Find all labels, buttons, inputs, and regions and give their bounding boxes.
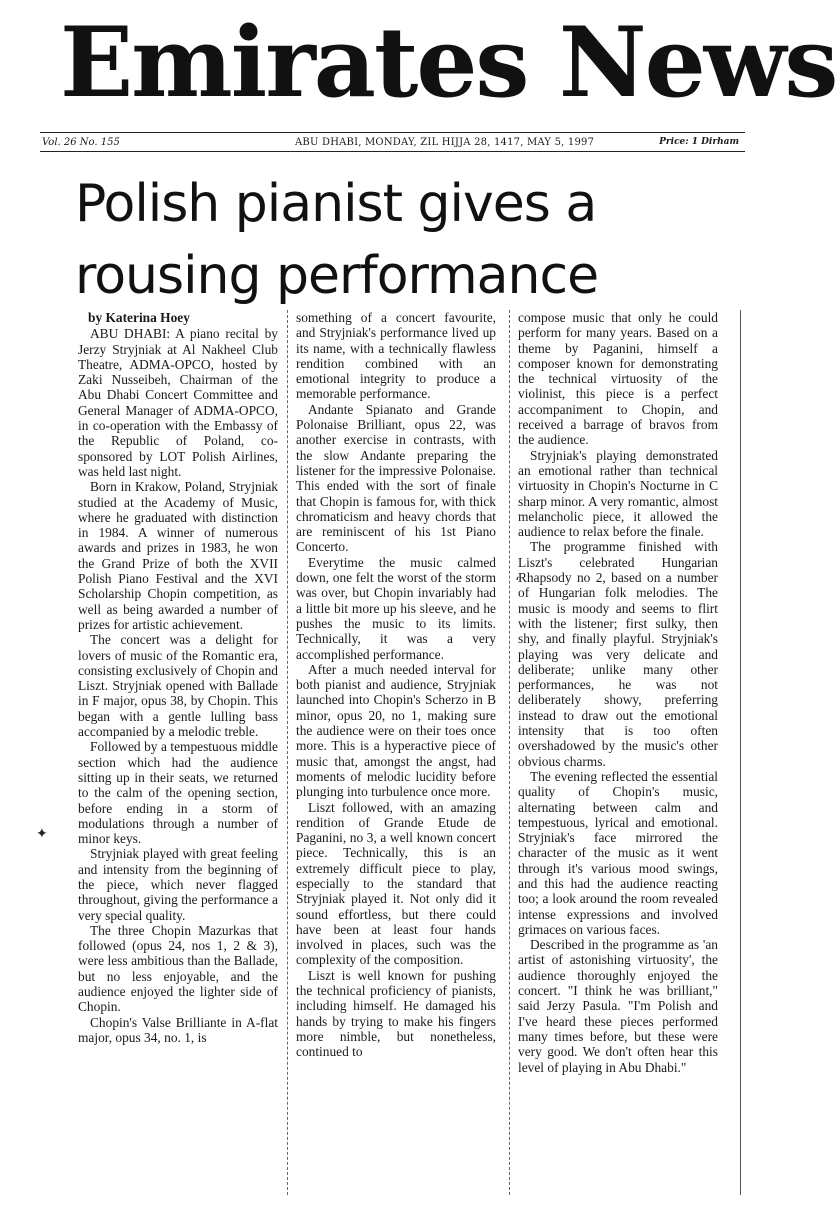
paragraph: Liszt is well known for pushing the technical proficiency of pianists, including himself. He damaged his hands by trying to make his fingers more nimble, but nonetheless, continued to — [296, 967, 496, 1060]
paragraph: Stryjniak played with great feeling and intensity from the beginning of the piece, which never flagged throughout, giving the performance a very special quality. — [78, 846, 278, 923]
paragraph: The three Chopin Mazurkas that followed (opus 24, nos 1, 2 & 3), were less ambitious than the Ballade, but no less enjoyable, and the audience enjoyed the lighter side of Chopin. — [78, 922, 278, 1015]
headline-line-2: rousing performance — [75, 246, 599, 306]
paragraph: Followed by a tempestuous middle section which had the audience sitting up in their seats, we returned to the calm of the opening section, before ending in a storm of modulations through a number of minor keys. — [78, 739, 278, 847]
column-divider — [287, 310, 288, 1195]
paragraph: The concert was a delight for lovers of music of the Romantic era, consisting exclusively of Chopin and Liszt. Stryjniak opened with Ballade in F major, opus 38, by Chopin. This began with a gentle lulling bass accompanied by a melodic treble. — [78, 632, 278, 740]
paragraph: Liszt followed, with an amazing rendition of Grande Etude de Paganini, no 3, a well known concert piece. Technically, this is an extremely difficult piece to play, especially to the standard that Stryjniak played it. Not only did it sound effortless, but there could have been at least four hands involved in places, such was the complexity of the composition. — [296, 799, 496, 968]
headline-line-1: Polish pianist gives a — [75, 174, 597, 234]
paragraph: Born in Krakow, Poland, Stryjniak studied at the Academy of Music, where he graduated with distinction in 1984. A winner of numerous awards and prizes in 1983, he won the Grand Prize of both the XVII Polish Piano Festival and the XVI Scholarship Chopin competition, as well as being awarded a number of prizes for artistic achievement. — [78, 479, 278, 632]
article-column-3 — [518, 310, 718, 1200]
paragraph: something of a concert favourite, and Stryjniak's performance lived up its name, with a technically flawless rendition combined with an emotional integrity to produce a memorable performance. — [296, 310, 496, 402]
margin-mark-icon: ✦ — [36, 826, 48, 842]
paragraph: After a much needed interval for both pianist and audience, Stryjniak launched into Chopin's Scherzo in B minor, opus 20, no 1, making sure the audience were on their toes once more. This is a hyperactive piece of music that, amongst the angst, had moments of melodic lucidity before plunging into turbulence once more. — [296, 661, 496, 800]
paragraph: The evening reflected the essential quality of Chopin's music, alternating between calm and tempestuous, lyrical and emotional. Stryjniak's face mirrored the character of the music as it went through it's various mood swings, and this had the audience reacting too; a look around the room revealed intense expressions and involved grimaces on various faces. — [518, 768, 718, 937]
paragraph: compose music that only he could perform for many years. Based on a theme by Paganini, himself a composer known for demonstrating the technical virtuosity of the violinist, this piece is a perfect accompaniment to Chopin, and received a barrage of bravos from the audience. — [518, 310, 718, 448]
top-rule — [40, 132, 745, 133]
column-divider — [509, 310, 510, 1195]
dateline — [40, 135, 745, 150]
page-edge-rule — [740, 310, 741, 1195]
paragraph: The programme finished with Liszt's celebrated Hungarian Rhapsody no 2, based on a number of Hungarian folk melodies. The music is moody and seems to flirt with the listener; first sulky, then shy, and finally playful. Stryjniak's playing was very delicate and deliberate; unlike many other performances, he was not deliberately showy, preferring instead to draw out the emotional intensity that is too often overshadowed by the music's other obvious charms. — [518, 539, 718, 769]
byline: by Katerina Hoey — [88, 310, 190, 325]
masthead-title: Emirates News — [60, 6, 836, 119]
price-label: Price: 1 Dirham — [659, 137, 739, 147]
headline — [75, 168, 745, 312]
article-column-1 — [78, 310, 278, 1200]
article-column-2 — [296, 310, 496, 1200]
paragraph: Described in the programme as 'an artist of astonishing virtuosity', the audience thoroughly enjoyed the concert. "I think he was brilliant," said Jerzy Pasula. "I'm Polish and I've heard these pieces performed many times before, but these were very good. We don't often hear this level of playing in Abu Dhabi." — [518, 937, 718, 1075]
issue-date: ABU DHABI, MONDAY, ZIL HIJJA 28, 1417, MAY 5, 1997 — [295, 137, 595, 148]
paragraph: Chopin's Valse Brilliante in A-flat major, opus 34, no. 1, is — [78, 1014, 278, 1045]
paragraph: Stryjniak's playing demonstrated an emotional rather than technical virtuosity in Chopin's Nocturne in C sharp minor. A very romantic, almost melancholic piece, it allowed the audience to relax before the finale. — [518, 447, 718, 540]
margin-mark-icon: ‘ — [515, 575, 520, 591]
volume-number: Vol. 26 No. 155 — [42, 137, 120, 148]
paragraph: Andante Spianato and Grande Polonaise Brilliant, opus 22, was another exercise in contrasts, with the slow Andante preparing the listener for the impressive Polonaise. This ended with the sort of finale that Chopin is famous for, with thick chromaticism and heavy chords that are reminiscent of his 1st Piano Concerto. — [296, 401, 496, 555]
bottom-rule — [40, 151, 745, 152]
paragraph: Everytime the music calmed down, one felt the worst of the storm was over, but Chopin invariably had a little bit more up his sleeve, and he pushes the music to its limits. Technically, it was a very accomplished performance. — [296, 554, 496, 662]
paragraph: ABU DHABI: A piano recital by Jerzy Stryjniak at Al Nakheel Club Theatre, ADMA-OPCO, hosted by Zaki Nusseibeh, Chairman of the Abu Dhabi Concert Committee and General Manager of ADMA-OPCO, in co-operation with the Embassy of the Republic of Poland, co-sponsored by LOT Polish Airlines, was held last night. — [78, 326, 278, 479]
